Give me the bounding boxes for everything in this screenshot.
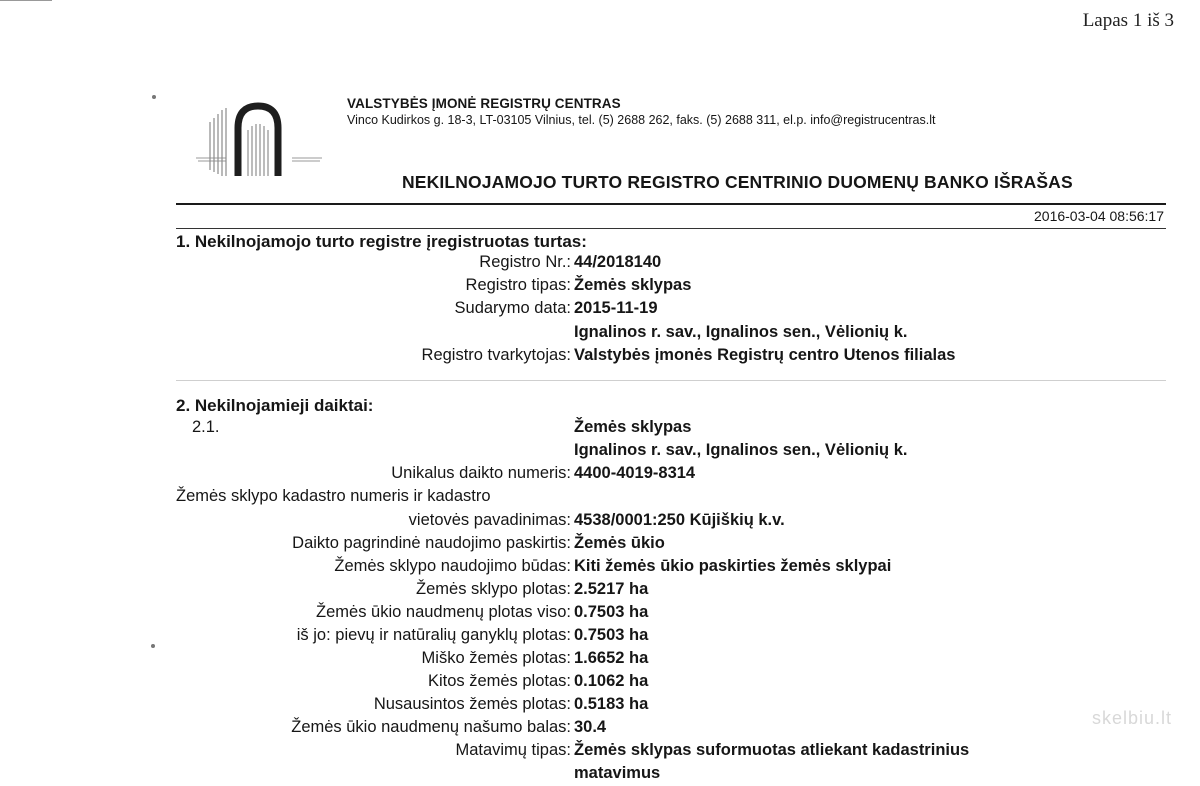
field-row bbox=[0, 741, 1200, 763]
field-row bbox=[0, 511, 1200, 533]
field-value: Žemės ūkio bbox=[574, 534, 665, 552]
field-value: Žemės sklypas bbox=[574, 276, 692, 294]
field-label: Žemės sklypo plotas: bbox=[416, 580, 571, 598]
field-row bbox=[0, 626, 1200, 648]
item-address: Ignalinos r. sav., Ignalinos sen., Vėlionių k. bbox=[574, 441, 908, 459]
organization-header bbox=[347, 96, 935, 127]
field-value: 4538/0001:250 Kūjiškių k.v. bbox=[574, 511, 785, 529]
timestamp-divider bbox=[176, 228, 1166, 229]
field-label: Nusausintos žemės plotas: bbox=[373, 695, 571, 713]
field-value: 30.4 bbox=[574, 718, 607, 736]
field-row bbox=[0, 487, 1200, 509]
field-row bbox=[0, 580, 1200, 602]
field-label: Unikalus daikto numeris: bbox=[391, 464, 571, 482]
field-label: Registro tvarkytojas: bbox=[421, 346, 571, 364]
field-row bbox=[0, 603, 1200, 625]
scan-speck bbox=[152, 95, 156, 99]
field-value: 0.5183 ha bbox=[574, 695, 649, 713]
field-row bbox=[0, 299, 1200, 321]
field-value: 0.7503 ha bbox=[574, 603, 649, 621]
section-2-heading: 2. Nekilnojamieji daiktai: bbox=[176, 396, 374, 415]
organization-address: Vinco Kudirkos g. 18-3, LT-03105 Vilnius, tel. (5) 2688 262, faks. (5) 2688 311, el.p. info@registrucentras.lt bbox=[347, 113, 936, 127]
field-label: Žemės ūkio naudmenų plotas viso: bbox=[316, 603, 571, 621]
field-row bbox=[0, 672, 1200, 694]
field-row bbox=[0, 253, 1200, 275]
field-row bbox=[0, 649, 1200, 671]
section-divider bbox=[176, 380, 1166, 381]
field-label: Daikto pagrindinė naudojimo paskirtis: bbox=[292, 534, 571, 552]
document-title: NEKILNOJAMOJO TURTO REGISTRO CENTRINIO DUOMENŲ BANKO IŠRAŠAS bbox=[402, 172, 1073, 192]
field-row bbox=[0, 764, 1200, 786]
field-value: 4400-4019-8314 bbox=[574, 464, 696, 482]
field-row bbox=[0, 464, 1200, 486]
field-value: Valstybės įmonės Registrų centro Utenos filialas bbox=[574, 346, 956, 364]
field-label: Registro tipas: bbox=[465, 276, 571, 294]
scan-edge-line bbox=[0, 0, 52, 1]
field-label: Kitos žemės plotas: bbox=[427, 672, 571, 690]
item-address-row bbox=[0, 441, 1200, 463]
field-label: Sudarymo data: bbox=[454, 299, 571, 317]
registru-centras-logo bbox=[196, 100, 330, 178]
site-watermark: skelbiu.lt bbox=[1091, 708, 1172, 728]
field-value: Žemės sklypas suformuotas atliekant kadastrinius bbox=[574, 741, 970, 759]
field-label: Miško žemės plotas: bbox=[421, 649, 571, 667]
field-row bbox=[0, 346, 1200, 368]
item-header-row bbox=[0, 418, 1200, 440]
field-row bbox=[0, 557, 1200, 579]
field-value: 0.1062 ha bbox=[574, 672, 649, 690]
field-row bbox=[0, 276, 1200, 298]
field-row bbox=[0, 534, 1200, 556]
field-row bbox=[0, 718, 1200, 740]
field-value: matavimus bbox=[574, 764, 661, 782]
field-label: Žemės sklypo kadastro numeris ir kadastro bbox=[176, 487, 491, 505]
field-row bbox=[0, 323, 1200, 345]
item-title: Žemės sklypas bbox=[574, 418, 692, 436]
organization-name: VALSTYBĖS ĮMONĖ REGISTRŲ CENTRAS bbox=[347, 96, 621, 111]
title-divider bbox=[176, 203, 1166, 205]
field-value: Ignalinos r. sav., Ignalinos sen., Vėlionių k. bbox=[574, 323, 908, 341]
item-number: 2.1. bbox=[192, 418, 220, 436]
page-number: Lapas 1 iš 3 bbox=[1082, 10, 1174, 31]
field-value: 44/2018140 bbox=[574, 253, 662, 271]
field-label: Matavimų tipas: bbox=[455, 741, 571, 759]
extract-timestamp: 2016-03-04 08:56:17 bbox=[1034, 208, 1164, 224]
field-label: iš jo: pievų ir natūralių ganyklų plotas: bbox=[296, 626, 571, 644]
section-1-heading: 1. Nekilnojamojo turto registre įregistruotas turtas: bbox=[176, 232, 587, 251]
field-label: Registro Nr.: bbox=[479, 253, 571, 271]
field-label: Žemės sklypo naudojimo būdas: bbox=[334, 557, 571, 575]
field-label: vietovės pavadinimas: bbox=[408, 511, 571, 529]
field-value: 2.5217 ha bbox=[574, 580, 649, 598]
field-value: 0.7503 ha bbox=[574, 626, 649, 644]
field-value: Kiti žemės ūkio paskirties žemės sklypai bbox=[574, 557, 892, 575]
field-value: 1.6652 ha bbox=[574, 649, 649, 667]
field-row bbox=[0, 695, 1200, 717]
field-label: Žemės ūkio naudmenų našumo balas: bbox=[291, 718, 571, 736]
field-value: 2015-11-19 bbox=[574, 299, 658, 317]
